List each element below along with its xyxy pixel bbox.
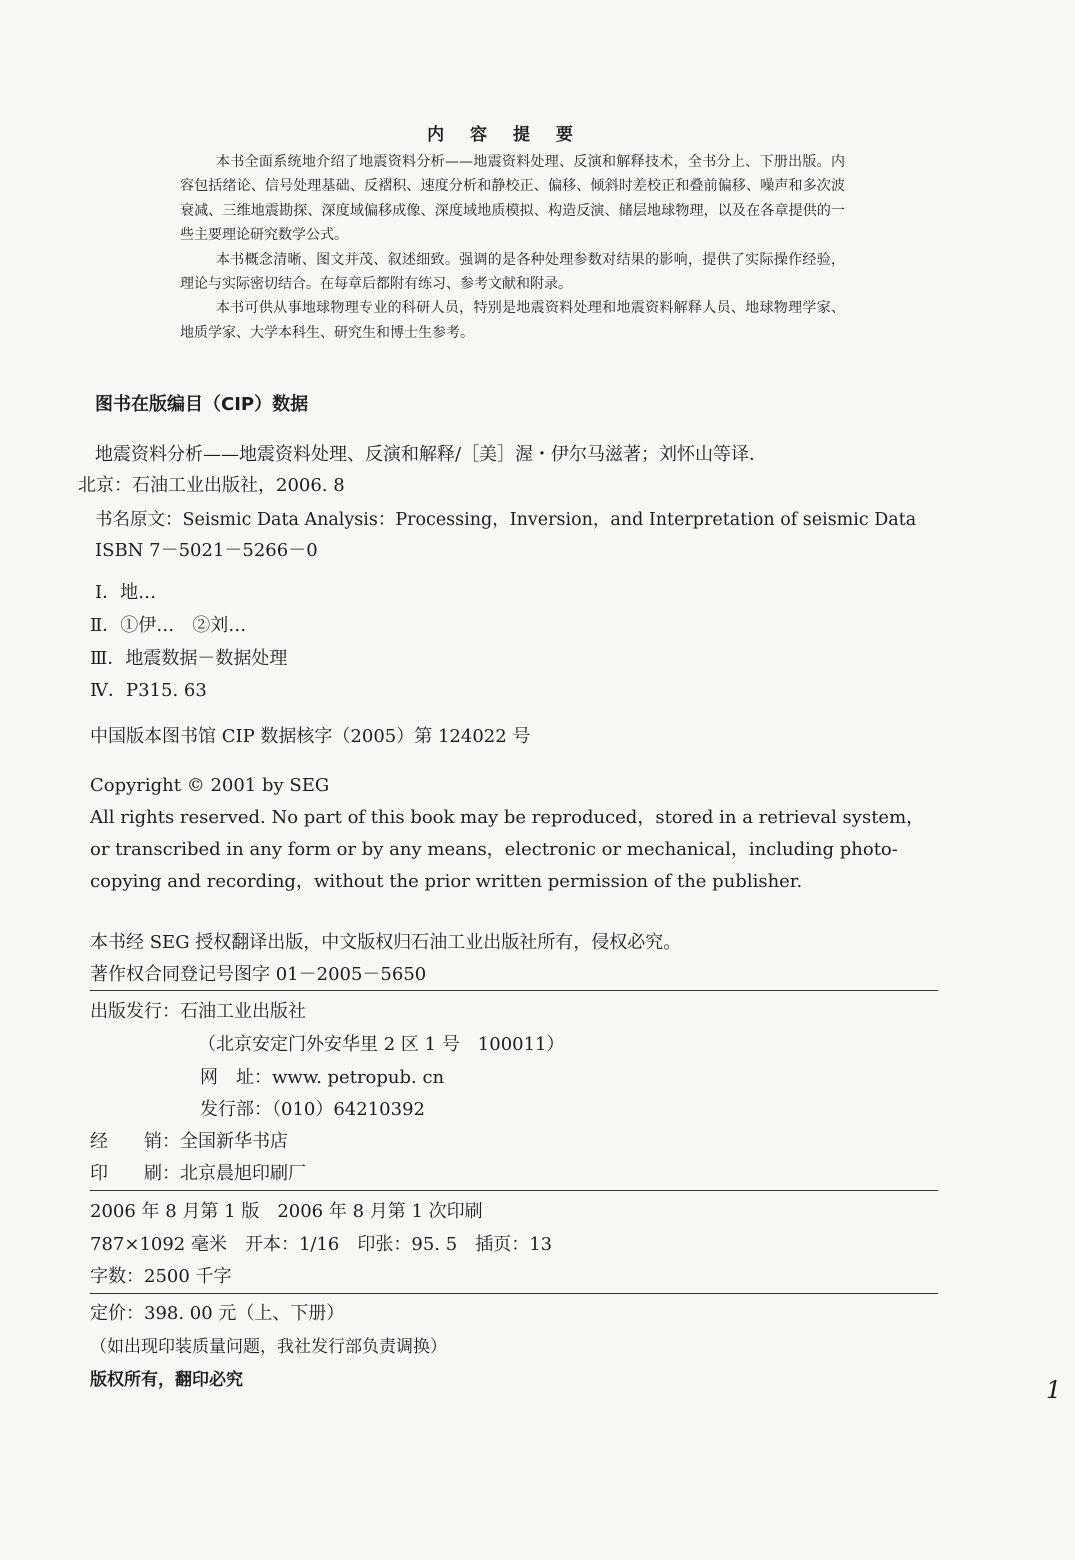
printer-name: 北京晨旭印刷厂 [180, 1163, 306, 1184]
dept-label: 发行部： [200, 1099, 272, 1120]
cip-classification-item: Ⅰ．地… [95, 582, 157, 603]
cip-classification-item: Ⅱ．①伊… ②刘… [90, 615, 247, 636]
page-number: 1 [1046, 1376, 1062, 1404]
contract-number: 著作权合同登记号图字 01－2005－5650 [90, 964, 427, 985]
website-url: www. petropub. cn [272, 1067, 445, 1088]
summary-title: 内 容 提 要 [427, 125, 583, 145]
word-count-line: 字数：2500 千字 [90, 1266, 232, 1287]
summary-text [180, 150, 845, 345]
rights-notice: 版权所有，翻印必究 [90, 1370, 243, 1390]
cip-heading: 图书在版编目（CIP）数据 [95, 394, 309, 415]
cip-title-line: 地震资料分析——地震资料处理、反演和解释/［美］渥・伊尔马滋著；刘怀山等译． [95, 444, 768, 465]
summary-paragraph: 本书概念清晰、图文并茂、叙述细致。强调的是各种处理参数对结果的影响，提供了实际操作经验，理论与实际密切结合。在每章后都附有练习、参考文献和附录。 [180, 251, 845, 293]
website-row [200, 1063, 444, 1089]
dept-phone: （010）64210392 [272, 1099, 425, 1120]
divider [90, 990, 938, 991]
copyright-notice-line: All rights reserved. No part of this book may be reproduced，stored in a retrieval system， [90, 807, 925, 828]
cip-isbn: ISBN 7－5021－5266－0 [95, 540, 318, 561]
divider [90, 1293, 938, 1294]
copyright-notice-line: copying and recording，without the prior written permission of the publisher. [90, 871, 803, 892]
copyright-notice-line: or transcribed in any form or by any means，electronic or mechanical，including photo- [90, 839, 898, 860]
copyright-block [90, 770, 950, 898]
distributor-name: 全国新华书店 [180, 1131, 288, 1152]
license-statement: 本书经 SEG 授权翻译出版，中文版权归石油工业出版社所有，侵权必究。 [90, 932, 682, 953]
publisher-address: （北京安定门外安华里 2 区 1 号 100011） [198, 1034, 565, 1055]
price-line: 定价：398. 00 元（上、下册） [90, 1303, 345, 1324]
quality-notice: （如出现印装质量问题，我社发行部负责调换） [90, 1337, 447, 1357]
publisher-row [90, 997, 306, 1023]
edition-line: 2006 年 8 月第 1 版 2006 年 8 月第 1 次印刷 [90, 1201, 483, 1222]
printer-label: 印 刷： [90, 1163, 180, 1184]
summary-paragraph: 本书全面系统地介绍了地震资料分析——地震资料处理、反演和解释技术，全书分上、下册出版。内容包括绪论、信号处理基础、反褶积、速度分析和静校正、偏移、倾斜时差校正和叠前偏移、噪声和多次波衰减、三维地震勘探、深度域偏移成像、深度域地质模拟、构造反演、储层地球物理，以及在各章提供的一些主要理论研究数学公式。 [180, 154, 845, 244]
distributor-row [90, 1127, 288, 1153]
cip-classification-item: Ⅳ．P315. 63 [90, 680, 207, 701]
cip-classification-item: Ⅲ．地震数据－数据处理 [90, 648, 288, 669]
dept-row [200, 1095, 425, 1121]
divider [90, 1190, 938, 1191]
summary-paragraph: 本书可供从事地球物理专业的科研人员，特别是地震资料处理和地震资料解释人员、地球物理学家、地质学家、大学本科生、研究生和博士生参考。 [180, 300, 845, 341]
distributor-label: 经 销： [90, 1131, 180, 1152]
cip-original-title: 书名原文：Seismic Data Analysis：Processing，Inversion，and Interpretation of seismic Data [95, 510, 917, 530]
cip-publisher-line: 北京：石油工业出版社，2006. 8 [78, 475, 345, 496]
printer-row [90, 1159, 306, 1185]
cip-number: 中国版本图书馆 CIP 数据核字（2005）第 124022 号 [90, 726, 531, 747]
website-label: 网 址： [200, 1067, 272, 1088]
copyright-line: Copyright © 2001 by SEG [90, 775, 330, 796]
publisher-name: 石油工业出版社 [180, 1001, 306, 1022]
format-line: 787×1092 毫米 开本：1/16 印张：95. 5 插页：13 [90, 1234, 553, 1255]
publisher-label: 出版发行： [90, 1001, 180, 1022]
